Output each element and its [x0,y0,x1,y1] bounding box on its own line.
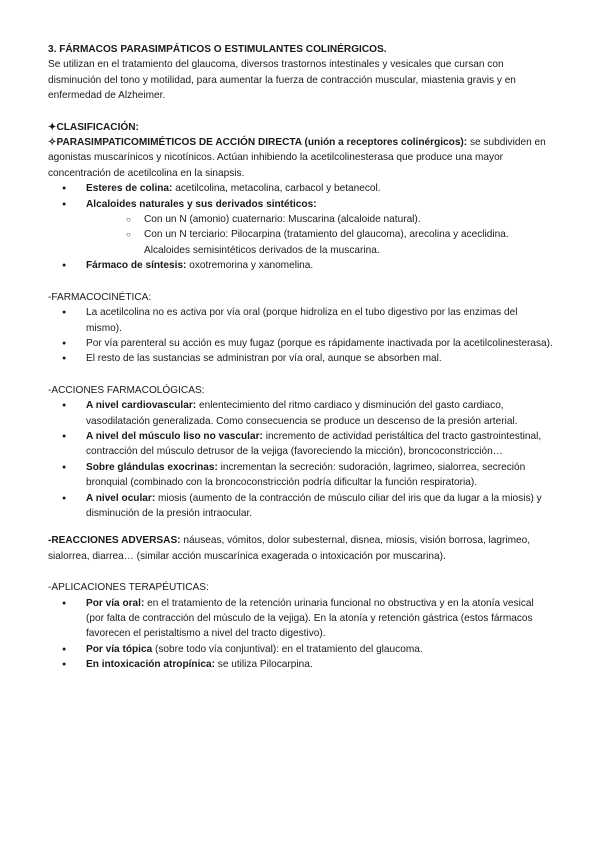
section-title: 3. FÁRMACOS PARASIMPÁTICOS O ESTIMULANTES COLINÉRGICOS. [48,44,387,55]
clasificacion-subsection [48,135,554,181]
list-item: ● Por vía parenteral su acción es muy fugaz (porque es rápidamente inactivada por la acetilcolinesterasa). [48,336,554,351]
clasificacion-list [48,181,554,273]
item-text: en el tratamiento de la retención urinaria funcional no obstructiva y en la atonía vesical (por falta de contracción del músculo de la vejiga). En la atonía y retención gástrica (estos fármacos favorecen el peristaltismo a nivel del tracto digestivo). [86,597,534,640]
list-item [48,429,554,460]
item-text: acetilcolina, metacolina, carbacol y betanecol. [172,183,381,195]
subsection-heading: ✧PARASIMPATICOMIMÉTICOS DE ACCIÓN DIRECTA (unión a receptores colinérgicos): [48,137,468,149]
nested-list-item: ○ Con un N terciario: Pilocarpina (tratamiento del glaucoma), arecolina y aceclidina. Alcaloides semisintéticos derivados de la muscarina. [118,227,554,258]
document-page [48,42,554,673]
item-bold: Fármaco de síntesis: [86,260,187,272]
item-bold: Por vía oral: [86,597,145,609]
reacciones-text: náuseas, vómitos, dolor subesternal, disnea, miosis, visión borrosa, lagrimeo, sialorrea, diarrea… (similar acción muscarínica exagerada o intoxicación por muscarina). [48,535,531,562]
farmacocinetica-heading: -FARMACOCINÉTICA: [48,291,152,303]
item-bold: Alcaloides naturales y sus derivados sintéticos: [86,198,317,210]
list-item [48,398,554,429]
clasificacion-heading: ✦CLASIFICACIÓN: [48,121,139,133]
list-item [48,642,554,657]
item-bold: Sobre glándulas exocrinas: [86,461,218,473]
list-item [48,491,554,522]
acciones-list [48,398,554,521]
list-item [48,657,554,672]
item-text: oxotremorina y xanomelina. [186,260,314,272]
farmacocinetica-list [48,305,554,367]
intro-paragraph: Se utilizan en el tratamiento del glaucoma, diversos trastornos intestinales y vesicales que cursan con disminución del tono y motilidad, para aumentar la fuerza de contracción muscular, miastenia gravis y en enfermedad de Alzheimer. [48,59,516,102]
reacciones-paragraph [48,533,554,564]
item-text: se utiliza Pilocarpina. [215,659,313,671]
nested-list [86,212,554,258]
item-bold: Esteres de colina: [86,183,173,195]
item-bold: En intoxicación atropínica: [86,659,215,671]
item-text: incrementan la secreción: sudoración, lagrimeo, sialorrea, secreción bronquial (combinado con la broncoconstricción podría dificultar la función respiratoria). [86,461,526,489]
list-item: ● El resto de las sustancias se administran por vía oral, aunque se absorben mal. [48,351,554,366]
reacciones-heading: -REACCIONES ADVERSAS: [48,535,181,547]
list-item [48,181,554,196]
acciones-heading: -ACCIONES FARMACOLÓGICAS: [48,384,205,396]
nested-list-item: ○ Con un N (amonio) cuaternario: Muscarina (alcaloide natural). [118,212,554,227]
item-text: enlentecimiento del ritmo cardiaco y disminución del gasto cardiaco, vasodilatación generalizada. Como consecuencia se produce un descenso de la presión arterial. [86,400,518,427]
item-bold: A nivel cardiovascular: [86,400,197,412]
list-item [48,596,554,642]
item-text: incremento de actividad peristáltica del tracto gastrointestinal, contracción del músculo detrusor de la vejiga (favoreciendo la micción), broncoconstricción… [86,430,542,458]
item-text: (sobre todo vía conjuntival): en el tratamiento del glaucoma. [152,643,423,655]
aplicaciones-list [48,596,554,673]
item-text: miosis (aumento de la contracción de músculo ciliar del iris que da lugar a la miosis) y disminución de la presión intraocular. [86,492,542,519]
list-item: ● La acetilcolina no es activa por vía oral (porque hidroliza en el tubo digestivo por las enzimas del mismo). [48,305,554,336]
list-item [48,460,554,491]
item-bold: Por vía tópica [86,643,153,655]
item-bold: A nivel del músculo liso no vascular: [86,430,263,442]
list-item [48,258,554,273]
aplicaciones-heading: -APLICACIONES TERAPÉUTICAS: [48,582,209,594]
subsection-text: se subdividen en agonistas muscarínicos y nicotínicos. Actúan inhibiendo la acetilcolinesterasa que produce una mayor concentración de acetilcolina en la sinapsis. [48,137,546,179]
item-bold: A nivel ocular: [86,492,156,504]
list-item [48,197,554,259]
